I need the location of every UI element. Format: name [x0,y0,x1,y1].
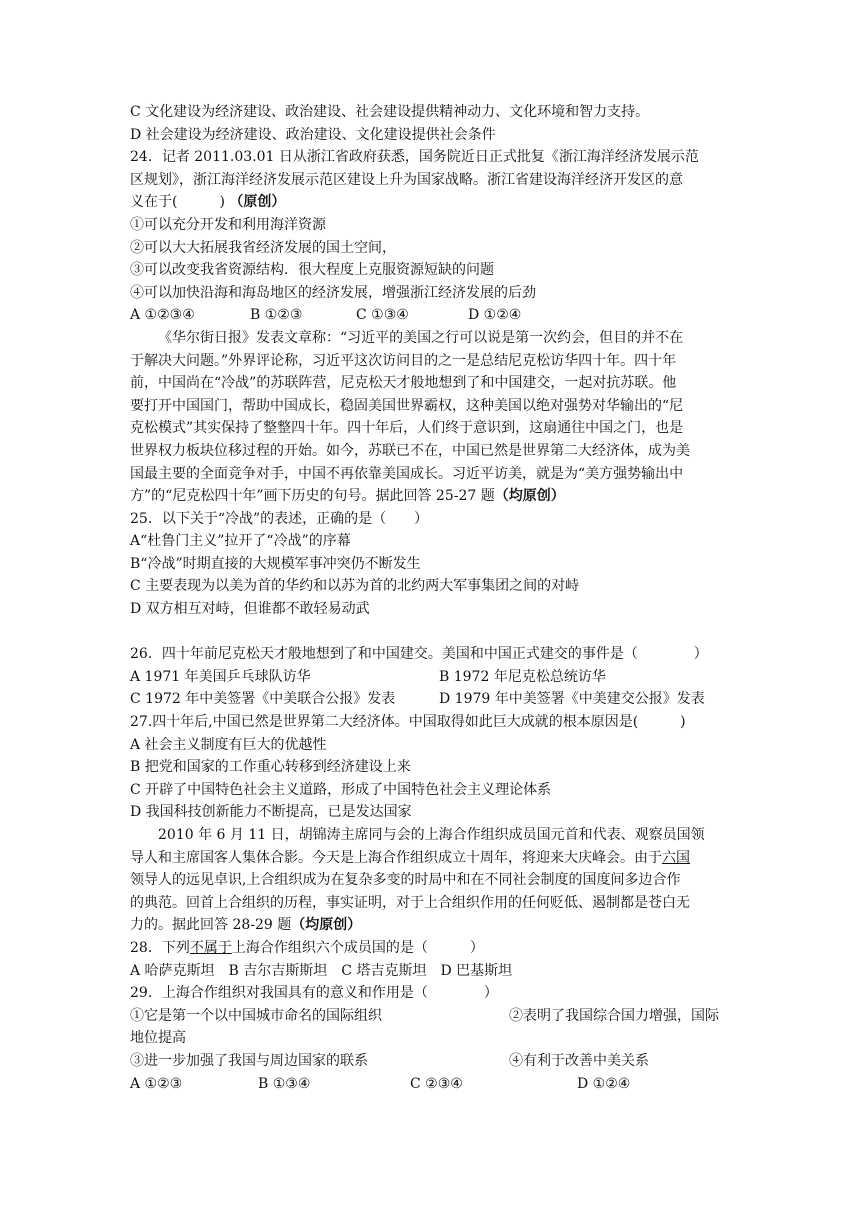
q29-option-a: A ①②③ [130,1075,183,1092]
passage1-line1: 《华尔街日报》发表文章称：“习近平的美国之行可以说是第一次约会，但目的并不在 [158,329,684,346]
q26-stem: 26．四十年前尼克松天才般地想到了和中国建交。美国和中国正式建交的事件是（ ） [130,646,708,663]
q25-option-d: D 双方相互对峙，但谁都不敢轻易动武 [130,601,370,618]
q25-option-c: C 主要表现为以美为首的华约和以苏为首的北约两大军事集团之间的对峙 [130,578,580,595]
underlined-text: 不属于 [189,939,232,956]
q24-statement-1: ①可以充分开发和利用海洋资源 [130,216,326,233]
q25-stem: 25．以下关于“冷战”的表述，正确的是（ ） [130,510,429,527]
q29-option-b: B ①③④ [258,1075,311,1092]
q24-options [130,304,730,327]
q26-option-a: A 1971 年美国乒乓球队访华 [130,668,311,685]
q29-stem: 29．上海合作组织对我国具有的意义和作用是（ ） [130,985,498,1002]
q24-stem-line3 [130,191,730,214]
q25-option-a: A“杜鲁门主义”拉开了“冷战”的序幕 [130,533,351,550]
q26-options-row1 [130,666,730,689]
q26-option-c: C 1972 年中美签署《中美联合公报》发表 [130,691,396,708]
q24-option-d: D ①②④ [468,307,522,324]
q29-statement-2-cont: 地位提高 [130,1030,186,1047]
q27-option-c: C 开辟了中国特色社会主义道路，形成了中国特色社会主义理论体系 [130,781,552,798]
q29-option-d: D ①②④ [577,1075,631,1092]
q29-statement-2: ②表明了我国综合国力增强，国际 [509,1007,719,1024]
q26-option-b: B 1972 年尼克松总统访华 [439,668,606,685]
passage1-line7: 国最主要的全面竞争对手，中国不再依靠美国成长。习近平访美，就是为“美方强势输出中 [130,465,684,482]
q24-option-c: C ①③④ [356,307,409,324]
q24-option-a: A ①②③④ [130,307,195,324]
blank-line [130,621,730,644]
passage2-line5 [130,914,730,937]
q28-options: A 哈萨克斯坦 B 吉尔吉斯斯坦 C 塔吉克斯坦 D 巴基斯坦 [130,962,513,979]
q24-statement-3: ③可以改变我省资源结构．很大程度上克服资源短缺的问题 [130,262,494,279]
q27-option-d: D 我国科技创新能力不断提高，已是发达国家 [130,804,412,821]
passage1-line3: 前，中国尚在“冷战”的苏联阵营，尼克松天才般地想到了和中国建交，一起对抗苏联。他 [130,375,677,392]
passage2-line4: 的典范。回首上合组织的历程，事实证明，对于上合组织作用的任何贬低、遏制都是苍白无 [130,894,690,911]
q26-option-d: D 1979 年中美签署《中美建交公报》发表 [439,691,705,708]
underlined-text: 六国 [662,849,690,866]
q29-statement-3: ③进一步加强了我国与周边国家的联系 [130,1052,368,1069]
q29-options [130,1073,730,1096]
q23-option-c: C 文化建设为经济建设、政治建设、社会建设提供精神动力、文化环境和智力支持。 [130,104,650,120]
q24-stem-line1: 24．记者 2011.03.01 日从浙江省政府获悉，国务院近日正式批复《浙江海洋经济发展示范 [130,149,699,166]
q24-statement-4: ④可以加快沿海和海岛地区的经济发展，增强浙江经济发展的后劲 [130,284,536,301]
q24-stem-line2: 区规划》，浙江海洋经济发展示范区建设上升为国家战略。浙江省建设海洋经济开发区的意 [130,171,683,188]
q27-stem: 27.四十年后,中国已然是世界第二大经济体。中国取得如此巨大成就的根本原因是( ) [130,714,686,731]
original-tag: （均原创） [494,488,565,505]
passage2-line2-text: 导人和主席国客人集体合影。今天是上海合作组织成立十周年，将迎来大庆峰会。由于 [130,849,662,866]
q29-statements-row2 [130,1050,730,1073]
passage2-line2 [130,847,730,870]
q29-option-c: C ②③④ [410,1075,463,1092]
passage1-line8-text: 方”的“尼克松四十年”画下历史的句号。据此回答 25-27 题 [130,488,495,505]
passage1-line6: 世界权力板块位移过程的开始。如今，苏联已不在，中国已然是世界第二大经济体，成为美 [130,442,690,459]
document-body [130,101,730,1095]
passage2-line5-text: 力的。据此回答 28-29 题 [130,917,292,934]
q24-statement-2: ②可以大大拓展我省经济发展的国土空间， [130,239,396,256]
q28-stem-pre: 28．下列 [130,939,190,956]
q27-option-a: A 社会主义制度有巨大的优越性 [130,736,327,753]
original-tag: （均原创） [291,917,362,934]
passage1-line5: 克松模式”其实保持了整整四十年。四十年后，人们终于意识到，这扇通往中国之门，也是 [130,420,684,437]
q28-stem [130,937,730,960]
passage2-line1: 2010 年 6 月 11 日，胡锦涛主席同与会的上海合作组织成员国元首和代表、观察员国领 [158,827,705,843]
q29-statements-row1 [130,1005,730,1028]
q24-option-b: B ①②③ [250,307,303,324]
q29-statement-1: ①它是第一个以中国城市命名的国际组织 [130,1007,382,1024]
q28-stem-post: 上海合作组织六个成员国的是（ ） [231,939,484,956]
q29-statement-4: ④有利于改善中美关系 [509,1052,649,1069]
q23-option-d: D 社会建设为经济建设、政治建设、文化建设提供社会条件 [130,126,496,143]
original-tag: （原创） [229,194,286,211]
q26-options-row2 [130,688,730,711]
passage1-line2: 于解决大问题。”外界评论称，习近平这次访问目的之一是总结尼克松访华四十年。四十年 [130,352,677,369]
passage2-line3: 领导人的远见卓识,上合组织成为在复杂多变的时局中和在不同社会制度的国度间多边合作 [130,872,681,889]
q24-stem-text: 义在于( ) [130,194,225,211]
q27-option-b: B 把党和国家的工作重心转移到经济建设上来 [130,759,411,776]
passage1-line8 [130,485,730,508]
passage1-line4: 要打开中国国门，帮助中国成长，稳固美国世界霸权，这种美国以绝对强势对华输出的“尼 [130,397,684,414]
q25-option-b: B“冷战”时期直接的大规模军事冲突仍不断发生 [130,555,421,572]
